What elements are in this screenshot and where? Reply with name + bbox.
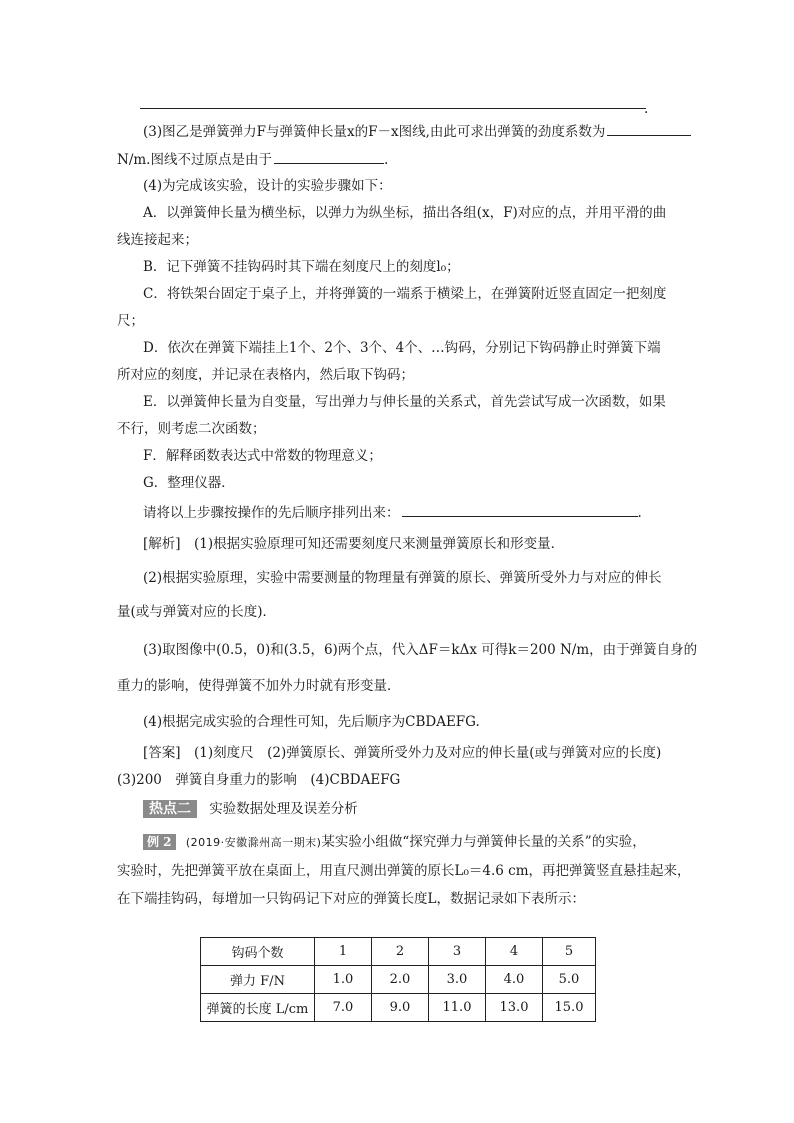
q3-blank-k [607,121,691,136]
hotspot-title: 实验数据处理及误差分析 [209,801,358,817]
example-line1: 例 2 (2019·安徽滁州高一期末)某实验小组做“探究弹力与弹簧伸长量的关系”的实验， [143,833,646,852]
table-cell: 13.0 [486,994,543,1022]
table-cell: 4 [486,938,543,966]
table-cell: 3.0 [429,966,486,994]
table-row [201,938,596,966]
example-line3: 在下端挂钩码，每增加一只钩码记下对应的弹簧长度L，数据记录如下表所示： [117,891,585,907]
step-e-line2: 不行，则考虑二次函数； [117,421,266,437]
step-f: F．解释函数表达式中常数的物理意义； [143,448,382,464]
q3-line1: (3)图乙是弹簧弹力F与弹簧伸长量x的F－x图线,由此可求出弹簧的劲度系数为 [143,121,691,141]
table-row-label: 钩码个数 [201,938,315,966]
step-c-line1: C．将铁架台固定于桌子上，并将弹簧的一端系于横梁上，在弹簧附近竖直固定一把刻度 [143,286,667,302]
step-b: B．记下弹簧不挂钩码时其下端在刻度尺上的刻度l₀； [143,259,460,275]
q4-intro: (4)为完成该实验，设计的实验步骤如下： [143,178,392,194]
analysis-p4: (4)根据完成实验的合理性可知，先后顺序为CBDAEFG. [143,714,480,730]
table-row [201,966,596,994]
table-cell: 11.0 [429,994,486,1022]
example-badge: 例 2 [143,834,176,850]
table-cell: 7.0 [315,994,372,1022]
step-d-line1: D．依次在弹簧下端挂上1个、2个、3个、4个、…钩码，分别记下钩码静止时弹簧下端 [143,340,661,356]
step-d-line2: 所对应的刻度，并记录在表格内，然后取下钩码； [117,367,414,383]
table-cell: 5.0 [543,966,596,994]
analysis-p2-line2: 量(或与弹簧对应的长度)． [117,604,277,620]
table-row [201,994,596,1022]
analysis-p1: [解析] (1)根据实验原理可知还需要刻度尺来测量弹簧原长和形变量． [143,536,565,552]
step-e-line1: E．以弹簧伸长量为自变量，写出弹力与伸长量的关系式，首先尝试写成一次函数，如果 [143,394,666,410]
q3-blank-reason [274,149,384,164]
hotspot-badge: 热点二 [143,800,197,818]
example-line2: 实验时，先把弹簧平放在桌面上，用直尺测出弹簧的原长L₀＝4.6 cm，再把弹簧竖直悬挂起来， [117,863,691,879]
table-cell: 2 [372,938,429,966]
table-cell: 1 [315,938,372,966]
answer-line1: [答案] (1)刻度尺 (2)弹簧原长、弹簧所受外力及对应的伸长量(或与弹簧对应的长度) [143,745,662,761]
table-cell: 3 [429,938,486,966]
order-prompt-line: 请将以上步骤按操作的先后顺序排列出来： . [143,502,642,522]
step-c-line2: 尺； [117,313,144,329]
answer-blank-line [140,108,646,109]
order-blank [402,502,638,517]
top-line-dot: . [644,101,649,117]
analysis-p3-line1: (3)取图像中(0.5，0)和(3.5，6)两个点，代入ΔF＝kΔx 可得k＝200 N/m，由于弹簧自身的 [143,642,698,658]
table-cell: 9.0 [372,994,429,1022]
table-cell: 15.0 [543,994,596,1022]
table-cell: 1.0 [315,966,372,994]
hotspot-heading [143,800,358,818]
step-g: G．整理仪器． [143,475,235,491]
answer-line2: (3)200 弹簧自身重力的影响 (4)CBDAEFG [117,772,401,788]
example-source: (2019·安徽滁州高一期末) [185,836,322,849]
table-row-label: 弹力 F/N [201,966,315,994]
table-cell: 4.0 [486,966,543,994]
analysis-p2-line1: (2)根据实验原理，实验中需要测量的物理量有弹簧的原长、弹簧所受外力与对应的伸长 [143,570,662,586]
table-row-label: 弹簧的长度 L/cm [201,994,315,1022]
step-a-line1: A．以弹簧伸长量为横坐标，以弹力为纵坐标，描出各组(x，F)对应的点，并用平滑的曲 [143,205,667,221]
data-table [200,937,596,1022]
table-cell: 2.0 [372,966,429,994]
step-a-line2: 线连接起来； [117,232,198,248]
analysis-p3-line2: 重力的影响，使得弹簧不加外力时就有形变量． [117,678,401,694]
q3-line2: N/m.图线不过原点是由于 . [117,149,388,169]
table-cell: 5 [543,938,596,966]
